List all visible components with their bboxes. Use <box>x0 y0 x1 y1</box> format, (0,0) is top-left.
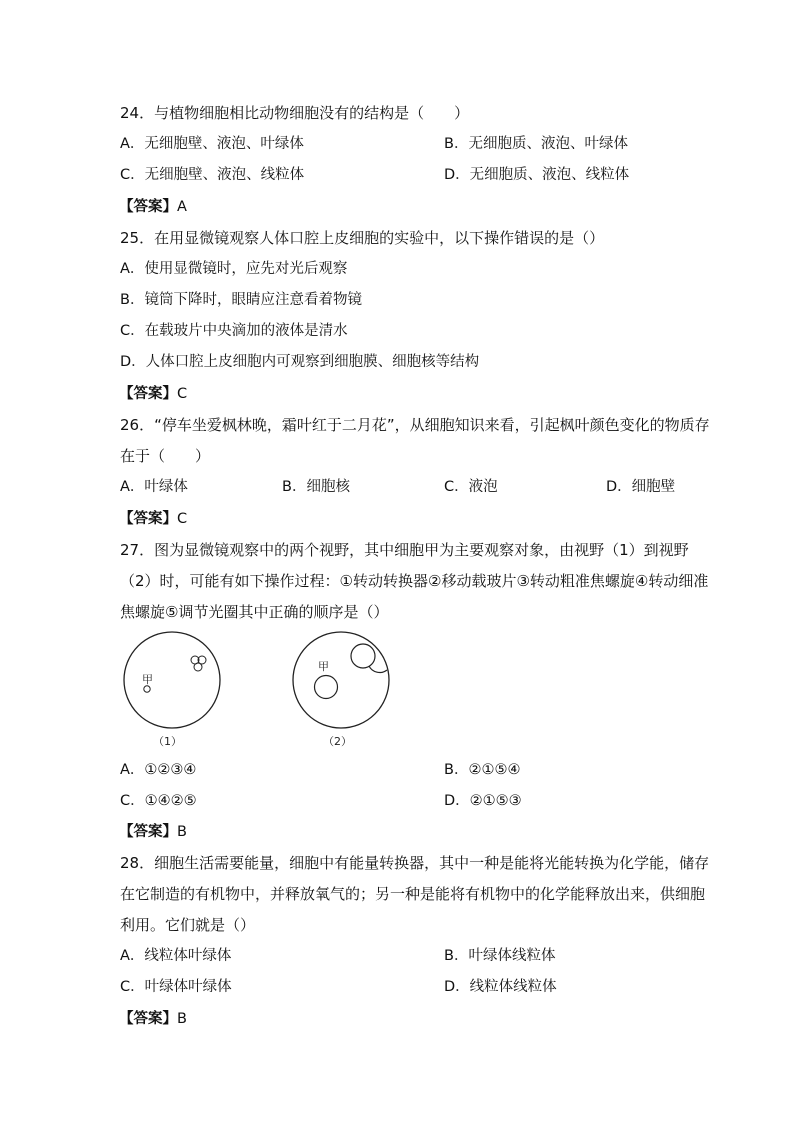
q26-stem-line-2: 在于（ ） <box>120 447 211 465</box>
answer-value: C <box>177 511 188 527</box>
other-cell-2b <box>369 666 387 673</box>
q26-option-b: B．细胞核 <box>282 479 350 495</box>
answer-label: 【答案】 <box>119 1011 177 1027</box>
q24-stem: 24．与植物细胞相比动物细胞没有的结构是（ ） <box>120 104 470 122</box>
q27-option-d: D．②①⑤③ <box>444 793 522 809</box>
q28-stem-line-2: 在它制造的有机物中，并释放氧气的；另一种是能将有机物中的化学能释放出来，供细胞 <box>120 885 706 903</box>
q27-option-a: A．①②③④ <box>120 762 197 778</box>
q27-stem-line-3: 焦螺旋⑤调节光圈其中正确的顺序是（） <box>120 603 389 621</box>
answer-value: B <box>177 824 187 840</box>
q25-option-b: B．镜筒下降时，眼睛应注意看着物镜 <box>120 292 362 308</box>
q27-stem-line-2: （2）时，可能有如下操作过程：①转动转换器②移动载玻片③转动粗准焦螺旋④转动细准 <box>120 572 709 590</box>
cell-label-jia-2: 甲 <box>318 660 329 673</box>
q24-option-c: C．无细胞壁、液泡、线粒体 <box>120 167 305 183</box>
q26-option-d: D．细胞壁 <box>606 479 676 495</box>
q28-option-c: C．叶绿体叶绿体 <box>120 979 232 995</box>
q27-option-c: C．①④②⑤ <box>120 793 197 809</box>
answer-label: 【答案】 <box>119 824 177 840</box>
other-cell-1c <box>194 663 202 671</box>
q25-option-d: D．人体口腔上皮细胞内可观察到细胞膜、细胞核等结构 <box>120 354 480 370</box>
answer-value: B <box>177 1011 187 1027</box>
cell-jia-small <box>144 686 150 692</box>
answer-value: A <box>177 199 187 215</box>
q25-option-a: A．使用显微镜时，应先对光后观察 <box>120 261 348 277</box>
answer-label: 【答案】 <box>119 511 177 527</box>
q26-option-a: A．叶绿体 <box>120 479 188 495</box>
q28-option-a: A．线粒体叶绿体 <box>120 948 232 964</box>
q25-stem: 25．在用显微镜观察人体口腔上皮细胞的实验中，以下操作错误的是（） <box>120 229 605 247</box>
q25-answer <box>119 384 187 404</box>
answer-label: 【答案】 <box>119 199 177 215</box>
q26-stem-line-1: 26．“停车坐爱枫林晚，霜叶红于二月花”，从细胞知识来看，引起枫叶颜色变化的物质存 <box>120 416 710 434</box>
q28-stem-line-1: 28．细胞生活需要能量，细胞中有能量转换器，其中一种是能将光能转换为化学能，储存 <box>120 854 710 872</box>
q28-stem-line-3: 利用。它们就是（） <box>120 916 256 934</box>
q27-answer <box>119 822 187 842</box>
q24-answer <box>119 197 187 217</box>
caption-2: （2） <box>323 735 352 748</box>
q28-option-b: B．叶绿体线粒体 <box>444 948 556 964</box>
cell-label-jia-1: 甲 <box>142 673 153 686</box>
caption-1: （1） <box>153 735 182 748</box>
q26-answer <box>119 509 187 529</box>
cell-jia-large <box>315 676 338 699</box>
field-of-view-2 <box>293 632 389 728</box>
field-of-view-1 <box>124 632 220 728</box>
q24-option-b: B．无细胞质、液泡、叶绿体 <box>444 136 628 152</box>
answer-value: C <box>177 386 188 402</box>
q25-option-c: C．在载玻片中央滴加的液体是清水 <box>120 323 348 339</box>
q24-option-a: A．无细胞壁、液泡、叶绿体 <box>120 136 304 152</box>
other-cell-2a <box>351 644 375 668</box>
answer-label: 【答案】 <box>119 386 177 402</box>
q26-option-c: C．液泡 <box>444 479 498 495</box>
q28-answer <box>119 1009 187 1029</box>
q28-option-d: D．线粒体线粒体 <box>444 979 557 995</box>
q24-option-d: D．无细胞质、液泡、线粒体 <box>444 167 630 183</box>
q27-option-b: B．②①⑤④ <box>444 762 521 778</box>
q27-stem-line-1: 27．图为显微镜观察中的两个视野，其中细胞甲为主要观察对象，由视野（1）到视野 <box>120 541 689 559</box>
q27-microscope-figure <box>115 628 405 753</box>
